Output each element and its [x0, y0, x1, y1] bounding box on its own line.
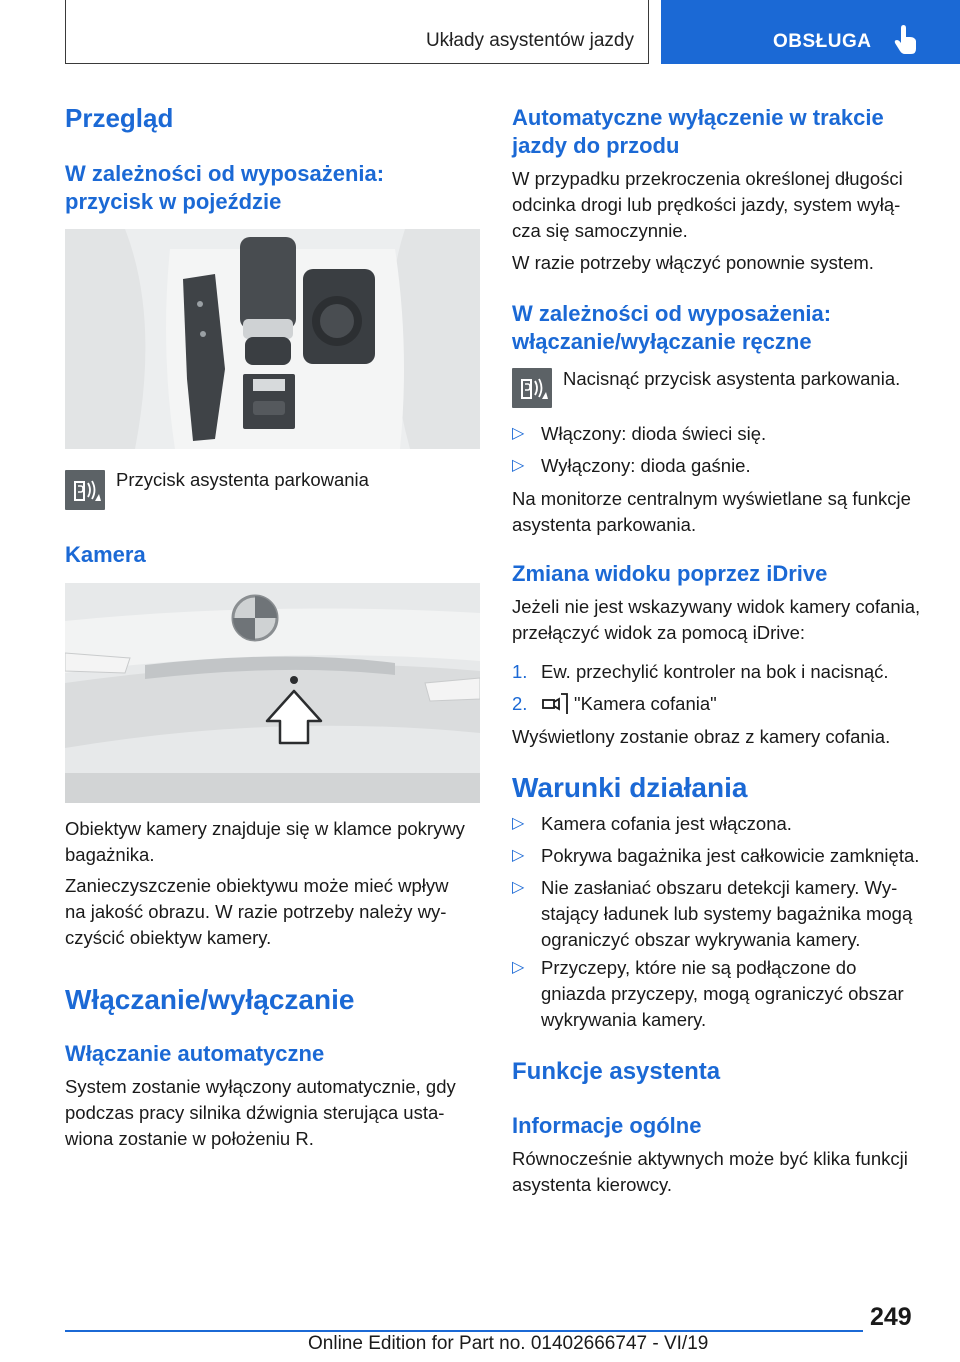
step-text: "Kamera cofania"	[574, 693, 717, 714]
heading-auto-off-l2: jazdy do przodu	[512, 133, 680, 158]
list-item-text: Włączony: dioda świeci się.	[541, 423, 767, 444]
header-chapter-title[interactable]: OBSŁUGA	[773, 31, 872, 52]
list-item-text: Kamera cofania jest włączona.	[541, 813, 792, 834]
heading-equipment-l1: W zależności od wyposażenia:	[65, 161, 385, 186]
header-rule-bottom	[65, 63, 649, 64]
camera-para1-l1: Obiektyw kamery znajduje się w klamce pokrywy	[65, 818, 465, 839]
step-item	[512, 691, 932, 717]
heading-camera: Kamera	[65, 542, 146, 567]
view-result: Wyświetlony zostanie obraz z kamery cofania.	[512, 726, 891, 747]
heading-overview: Przegląd	[65, 103, 174, 133]
auto-off-para2: W razie potrzeby włączyć ponownie system.	[512, 252, 874, 273]
heading-conditions: Warunki działania	[512, 772, 748, 803]
trunk-camera-illustration	[65, 583, 480, 803]
heading-manual-l2: włączanie/wyłączanie ręczne	[512, 329, 812, 354]
list-item	[512, 955, 932, 1033]
triangle-bullet-icon: ▷	[512, 847, 525, 864]
center-console-illustration	[65, 229, 480, 449]
auto-para-l2: podczas pracy silnika dźwignia sterująca usta‐	[65, 1102, 445, 1123]
list-item	[512, 421, 932, 447]
list-item	[512, 875, 932, 953]
monitor-para-l2: asystenta parkowania.	[512, 514, 697, 535]
list-item-text: Przyczepy, które nie są podłączone do	[541, 957, 857, 978]
camera-figure	[65, 583, 480, 803]
heading-general: Informacje ogólne	[512, 1113, 702, 1138]
triangle-bullet-icon: ▷	[512, 425, 525, 442]
step-item	[512, 659, 932, 685]
step-number: 2.	[512, 693, 528, 714]
auto-para-l1: System zostanie wyłączony automatycznie, gdy	[65, 1076, 456, 1097]
parking-assistant-button-icon-2	[512, 368, 552, 408]
view-para-l1: Jeżeli nie jest wskazywany widok kamery cofania,	[512, 596, 921, 617]
camera-para2-l2: na jakość obrazu. W razie potrzeby należy wy‐	[65, 901, 447, 922]
button-caption: Przycisk asystenta parkowania	[116, 469, 369, 490]
rear-camera-icon	[541, 692, 569, 716]
camera-para1-l2: bagażnika.	[65, 844, 155, 865]
center-console-figure	[65, 229, 480, 449]
auto-off-para1-l2: odcinka drogi lub prędkości jazdy, system wyłą‐	[512, 194, 901, 215]
list-item	[512, 453, 932, 479]
heading-on-off: Włączanie/wyłączanie	[65, 984, 355, 1015]
list-item-text: gniazda przyczepy, mogą ograniczyć obszar	[541, 983, 904, 1004]
list-item	[512, 811, 932, 837]
step-number: 1.	[512, 661, 528, 682]
parking-assistant-symbol	[65, 470, 105, 510]
triangle-bullet-icon: ▷	[512, 457, 525, 474]
list-item-text: ograniczyć obszar wykrywania kamery.	[541, 929, 861, 950]
hand-pointer-icon	[893, 24, 919, 56]
manual-button-text: Nacisnąć przycisk asystenta parkowania.	[563, 368, 901, 389]
general-para-l1: Równocześnie aktywnych może być klika funkcji	[512, 1148, 908, 1169]
heading-view-change: Zmiana widoku poprzez iDrive	[512, 561, 828, 586]
camera-para2-l3: czyścić obiektyw kamery.	[65, 927, 272, 948]
parking-assistant-symbol-2	[512, 368, 552, 408]
heading-auto-off-l1: Automatyczne wyłączenie w trakcie	[512, 105, 884, 130]
header-rule-left	[65, 0, 66, 64]
view-para-l2: przełączyć widok za pomocą iDrive:	[512, 622, 806, 643]
heading-manual-l1: W zależności od wyposażenia:	[512, 301, 832, 326]
heading-auto-on: Włączanie automatyczne	[65, 1041, 325, 1066]
footer-rule	[65, 1330, 863, 1332]
header-section-title: Układy asystentów jazdy	[425, 30, 634, 51]
auto-para-l3: wiona zostanie w położeniu R.	[65, 1128, 314, 1149]
step-text: Ew. przechylić kontroler na bok i nacisnąć.	[541, 661, 889, 682]
triangle-bullet-icon: ▷	[512, 959, 525, 976]
auto-off-para1-l3: cza się samoczynnie.	[512, 220, 688, 241]
list-item-text: Wyłączony: dioda gaśnie.	[541, 455, 751, 476]
page-number: 249	[870, 1303, 912, 1331]
parking-assistant-button-icon	[65, 470, 105, 510]
monitor-para-l1: Na monitorze centralnym wyświetlane są funkcje	[512, 488, 911, 509]
auto-off-para1-l1: W przypadku przekroczenia określonej długości	[512, 168, 903, 189]
heading-equipment-l2: przycisk w pojeździe	[65, 189, 282, 214]
list-item-text: Nie zasłaniać obszaru detekcji kamery. Wy‐	[541, 877, 898, 898]
triangle-bullet-icon: ▷	[512, 815, 525, 832]
list-item-text: wykrywania kamery.	[541, 1009, 707, 1030]
header-rule-mid	[648, 0, 649, 64]
list-item-text: stający ładunek lub systemy bagażnika mogą	[541, 903, 913, 924]
list-item-text: Pokrywa bagażnika jest całkowicie zamknięta.	[541, 845, 920, 866]
camera-para2-l1: Zanieczyszczenie obiektywu może mieć wpływ	[65, 875, 449, 896]
general-para-l2: asystenta kierowcy.	[512, 1174, 673, 1195]
triangle-bullet-icon: ▷	[512, 879, 525, 896]
heading-functions: Funkcje asystenta	[512, 1058, 721, 1085]
footer-edition: Online Edition for Part no. 01402666747 - VI/19	[308, 1333, 709, 1354]
list-item	[512, 843, 932, 869]
